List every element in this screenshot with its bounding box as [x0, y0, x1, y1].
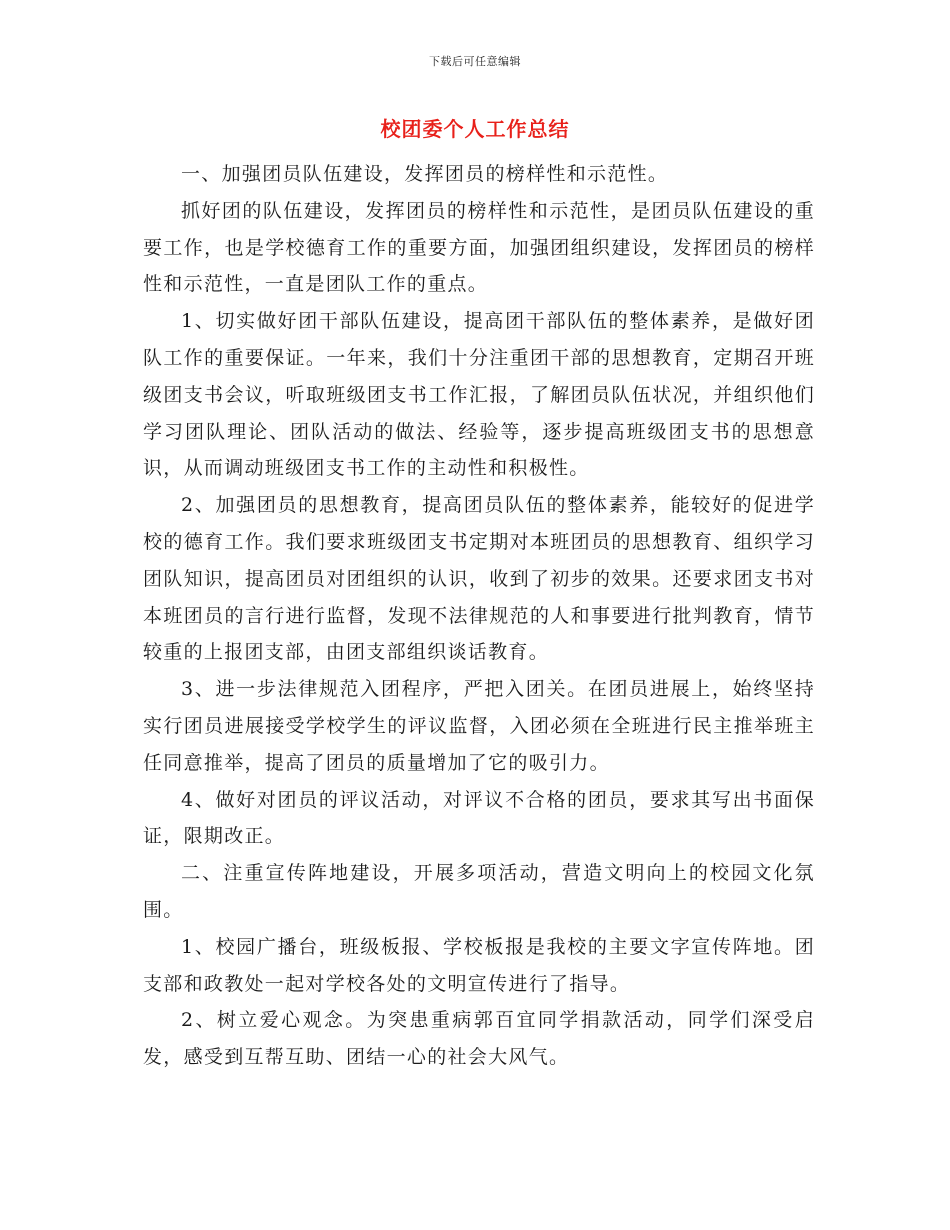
paragraph-item-4-evaluation: 4、做好对团员的评议活动，对评议不合格的团员，要求其写出书面保证，限期改正。 — [143, 788, 815, 848]
paragraph-item-1-cadre: 1、切实做好团干部队伍建设，提高团干部队伍的整体素养，是做好团队工作的重要保证。一年来，我们十分注重团干部的思想教育，定期召开班级团支书会议，听取班级团支书工作汇报，了解团员队伍状况，并组织他们学习团队理论、团队活动的做法、经验等，逐步提高班级团支书的思想意识，从而调动班级团支书工作的主动性和积极性。 — [143, 310, 815, 480]
paragraph-section-1-heading: 一、加强团员队伍建设，发挥团员的榜样性和示范性。 — [181, 163, 669, 185]
paragraph-item-2-education: 2、加强团员的思想教育，提高团员队伍的整体素养，能较好的促进学校的德育工作。我们要求班级团支书定期对本班团员的思想教育、组织学习团队知识，提高团员对团组织的认识，收到了初步的效果。还要求团支书对本班团员的言行进行监督，发现不法律规范的人和事要进行批判教育，情节较重的上报团支部，由团支部组织谈话教育。 — [143, 494, 815, 664]
paragraph-item-1-publicity: 1、校园广播台，班级板报、学校板报是我校的主要文字宣传阵地。团支部和政教处一起对学校各处的文明宣传进行了指导。 — [143, 935, 815, 995]
paragraph-item-2-charity: 2、树立爱心观念。为突患重病郭百宜同学捐款活动，同学们深受启发，感受到互帮互助、团结一心的社会大风气。 — [143, 1009, 815, 1069]
document-body — [143, 156, 815, 1076]
document-title: 校团委个人工作总结 — [380, 117, 570, 141]
paragraph-item-3-admission: 3、进一步法律规范入团程序，严把入团关。在团员进展上，始终坚持实行团员进展接受学校学生的评议监督，入团必须在全班进行民主推举班主任同意推举，提高了团员的质量增加了它的吸引力。 — [143, 678, 815, 774]
header-note: 下载后可任意编辑 — [429, 55, 521, 68]
paragraph-team-building-intro: 抓好团的队伍建设，发挥团员的榜样性和示范性，是团员队伍建设的重要工作，也是学校德育工作的重要方面，加强团组织建设，发挥团员的榜样性和示范性，一直是团队工作的重点。 — [143, 199, 815, 296]
paragraph-section-2-heading: 二、注重宣传阵地建设，开展多项活动，营造文明向上的校园文化氛围。 — [143, 862, 815, 921]
